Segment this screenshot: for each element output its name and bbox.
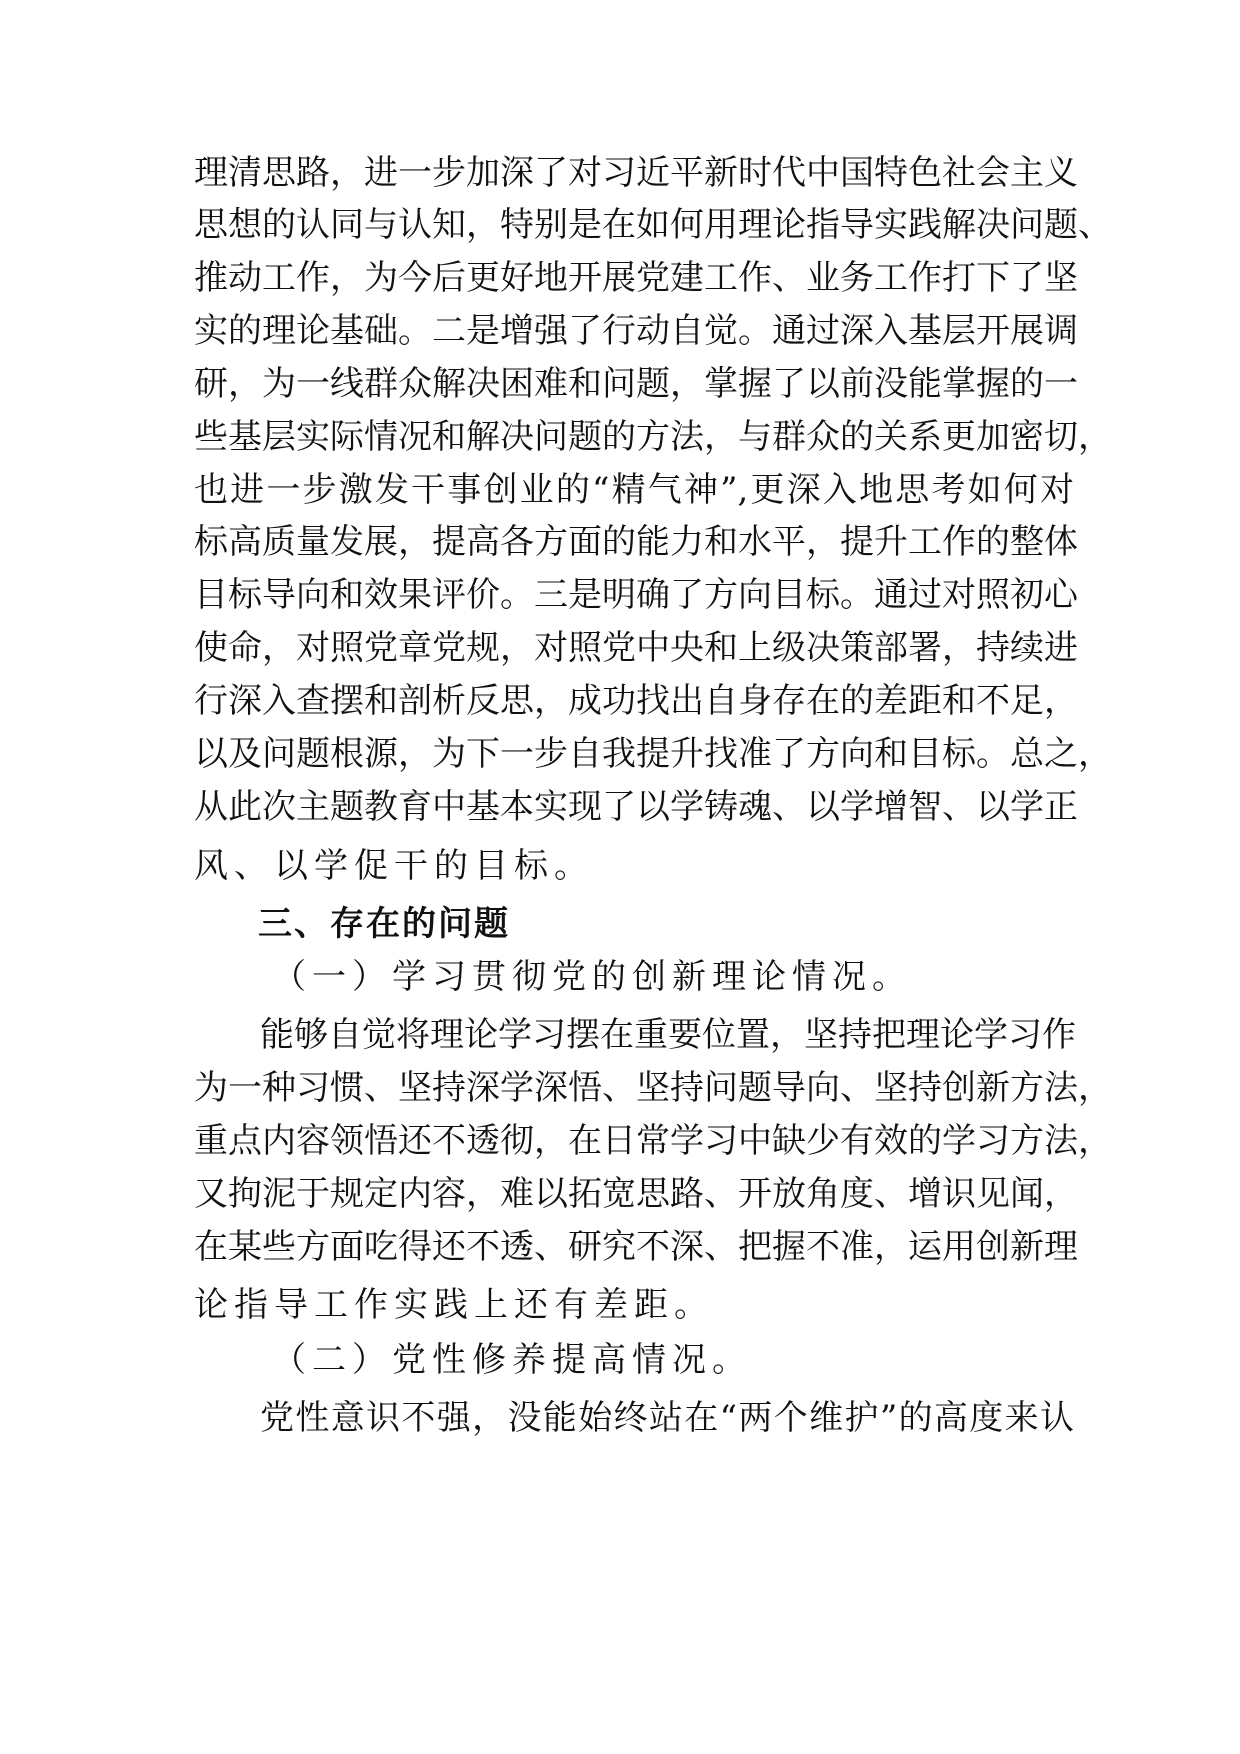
paragraph-line: 为一种习惯、坚持深学深悟、坚持问题导向、坚持创新方法， bbox=[194, 1068, 1112, 1108]
paragraph-line: 也进一步激发干事创业的“精气神”,更深入地思考如何对 bbox=[194, 470, 1074, 510]
paragraph-line: 风、以学促干的目标。 bbox=[194, 846, 594, 886]
paragraph-line: 标高质量发展，提高各方面的能力和水平，提升工作的整体 bbox=[194, 522, 1078, 562]
paragraph-line: 行深入查摆和剖析反思，成功找出自身存在的差距和不足， bbox=[194, 681, 1078, 721]
subsection-heading: （一）学习贯彻党的创新理论情况。 bbox=[272, 957, 912, 997]
paragraph-line: 实的理论基础。二是增强了行动自觉。通过深入基层开展调 bbox=[194, 311, 1078, 351]
paragraph-line: 党性意识不强，没能始终站在“两个维护”的高度来认 bbox=[260, 1398, 1074, 1438]
paragraph-line: 思想的认同与认知，特别是在如何用理论指导实践解决问题、 bbox=[194, 205, 1112, 245]
subsection-heading: （二）党性修养提高情况。 bbox=[272, 1340, 752, 1380]
paragraph-line: 重点内容领悟还不透彻，在日常学习中缺少有效的学习方法， bbox=[194, 1121, 1112, 1161]
paragraph-line: 从此次主题教育中基本实现了以学铸魂、以学增智、以学正 bbox=[194, 787, 1078, 827]
paragraph-line: 以及问题根源，为下一步自我提升找准了方向和目标。总之， bbox=[194, 734, 1112, 774]
paragraph-line: 研，为一线群众解决困难和问题，掌握了以前没能掌握的一 bbox=[194, 364, 1078, 404]
paragraph-line: 目标导向和效果评价。三是明确了方向目标。通过对照初心 bbox=[194, 575, 1078, 615]
paragraph-line: 在某些方面吃得还不透、研究不深、把握不准，运用创新理 bbox=[194, 1227, 1078, 1267]
paragraph-line: 理清思路，进一步加深了对习近平新时代中国特色社会主义 bbox=[194, 153, 1078, 193]
paragraph-line: 使命，对照党章党规，对照党中央和上级决策部署，持续进 bbox=[194, 628, 1078, 668]
paragraph-line: 推动工作，为今后更好地开展党建工作、业务工作打下了坚 bbox=[194, 258, 1078, 298]
paragraph-line: 些基层实际情况和解决问题的方法，与群众的关系更加密切， bbox=[194, 417, 1112, 457]
paragraph-line: 能够自觉将理论学习摆在重要位置，坚持把理论学习作 bbox=[260, 1015, 1076, 1055]
paragraph-line: 论指导工作实践上还有差距。 bbox=[194, 1285, 714, 1325]
paragraph-line: 又拘泥于规定内容，难以拓宽思路、开放角度、增识见闻， bbox=[194, 1174, 1078, 1214]
section-heading: 三、存在的问题 bbox=[258, 904, 510, 944]
